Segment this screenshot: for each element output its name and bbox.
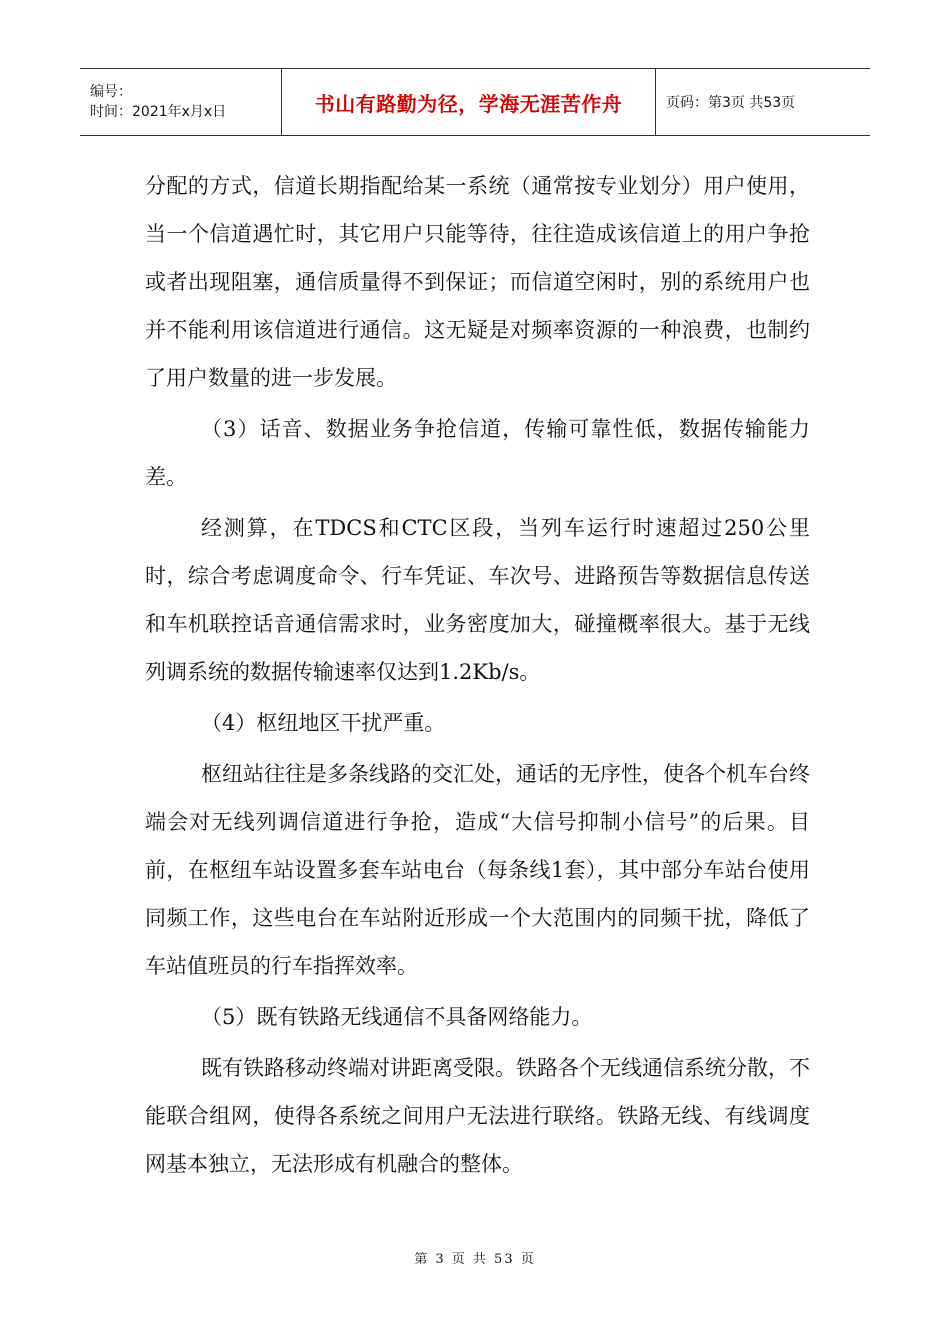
header-motto: 书山有路勤为径，学海无涯苦作舟 — [314, 91, 623, 116]
header-page-cell — [656, 69, 870, 135]
serial-label: 编号： — [90, 84, 132, 100]
date-label: 时间：2021年x月x日 — [90, 104, 227, 120]
document-body — [145, 162, 810, 1188]
header-meta — [80, 69, 282, 135]
paragraph: （5）既有铁路无线通信不具备网络能力。 — [201, 1005, 593, 1029]
paragraph: 经测算，在TDCS和CTC区段，当列车运行时速超过250公里时，综合考虑调度命令、行车凭证、车次号、进路预告等数据信息传送和车机联控话音通信需求时，业务密度加大，碰撞概率很大。基于无线列调系统的数据传输速率仅达到1.2Kb/s。 — [145, 516, 810, 684]
paragraph: 既有铁路移动终端对讲距离受限。铁路各个无线通信系统分散，不能联合组网，使得各系统之间用户无法进行联络。铁路无线、有线调度网基本独立，无法形成有机融合的整体。 — [145, 1056, 810, 1176]
header-motto-cell — [282, 69, 656, 135]
paragraph: 枢纽站往往是多条线路的交汇处，通话的无序性，使各个机车台终端会对无线列调信道进行争抢，造成“大信号抑制小信号”的后果。目前，在枢纽车站设置多套车站电台（每条线1套），其中部分车站台使用同频工作，这些电台在车站附近形成一个大范围内的同频干扰，降低了车站值班员的行车指挥效率。 — [145, 762, 810, 978]
page-footer: 第 3 页 共 53 页 — [414, 1252, 536, 1267]
paragraph: （3）话音、数据业务争抢信道，传输可靠性低，数据传输能力差。 — [145, 417, 810, 489]
paragraph: （4）枢纽地区干扰严重。 — [201, 711, 446, 735]
paragraph: 分配的方式，信道长期指配给某一系统（通常按专业划分）用户使用，当一个信道遇忙时，其它用户只能等待，往往造成该信道上的用户争抢或者出现阻塞，通信质量得不到保证；而信道空闲时，别的系统用户也并不能利用该信道进行通信。这无疑是对频率资源的一种浪费，也制约了用户数量的进一步发展。 — [145, 174, 810, 390]
header-page-info: 页码：第3页 共53页 — [666, 95, 796, 111]
page-header — [80, 68, 870, 136]
